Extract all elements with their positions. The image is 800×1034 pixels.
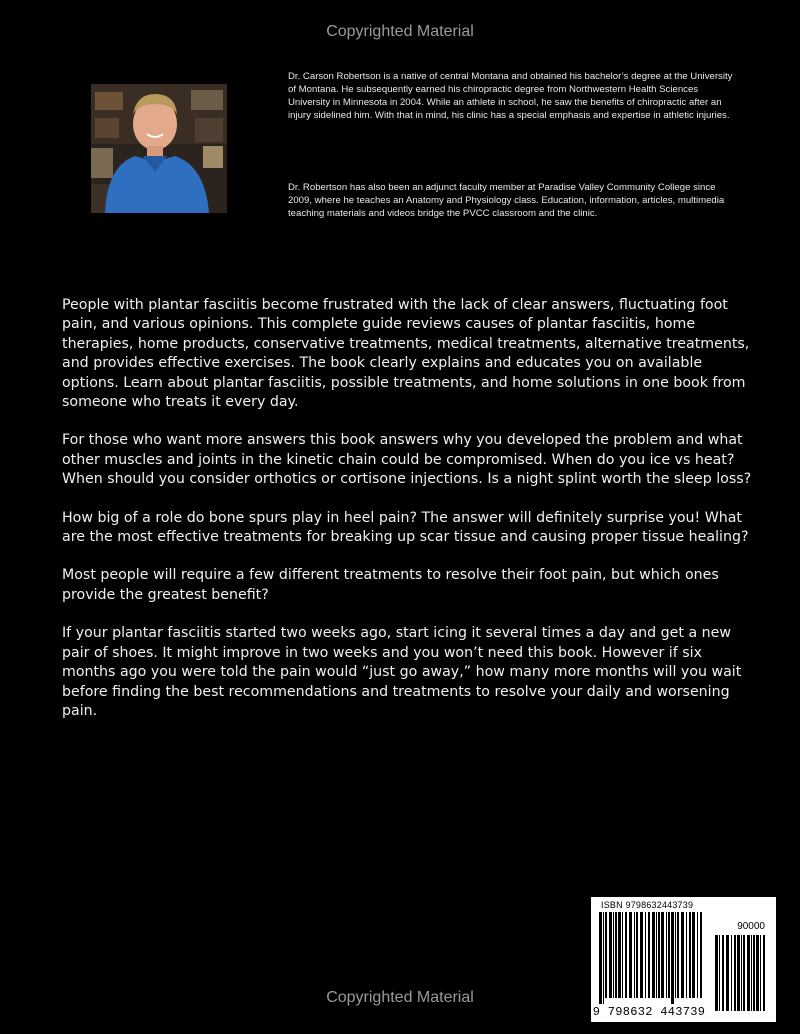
description-paragraph-1: People with plantar fasciitis become frustrated with the lack of clear answers, fluctuating foot pain, and various opinions. This complete guide reviews causes of plantar fasciitis, home therapies, home products, conservative treatments, medical treatments, alternative treatments, and provides effective exercises. The book clearly explains and educates you on available options. Learn about plantar fasciitis, possible treatments, and home solutions in one book from someone who treats it every day. (62, 297, 750, 411)
barcode-number: 9 798632 443739 (592, 1005, 706, 1019)
description-paragraph-2: For those who want more answers this book answers why you developed the problem and what other muscles and joints in the kinetic chain could be compromised. When do you ice vs heat? When should you consider orthotics or cortisone injections. Is a night splint worth the sleep loss? (62, 432, 752, 488)
author-bio-paragraph-2: Dr. Robertson has also been an adjunct faculty member at Paradise Valley Community College since 2009, where he teaches an Anatomy and Physiology class. Education, information, articles, multimedia teaching materials and videos bridge the PVCC classroom and the clinic. (288, 182, 725, 219)
description-paragraph-4: Most people will require a few different treatments to resolve their foot pain, but which ones provide the greatest benefit? (62, 567, 719, 603)
author-portrait-image (91, 84, 227, 213)
author-bio-paragraph-1: Dr. Carson Robertson is a native of central Montana and obtained his bachelor’s degree at the University of Montana. He subsequently earned his chiropractic degree from Northwestern Health Sciences University in Minnesota in 2004. While an athlete in school, he saw the benefits of chiropractic after an injury sidelined him. With that in mind, his clinic has a special emphasis and expertise in athletic injuries. (288, 71, 733, 121)
copyright-watermark-bottom: Copyrighted Material (326, 989, 474, 1006)
barcode-price-code: 90000 (737, 921, 765, 932)
author-photo (91, 84, 227, 213)
copyright-watermark-top: Copyrighted Material (326, 23, 474, 40)
description-paragraph-5: If your plantar fasciitis started two weeks ago, start icing it several times a day and get a new pair of shoes. It might improve in two weeks and you won’t need this book. However if six months ago you were told the pain would “just go away,” how many more months will you wait before finding the best recommendations and treatments to resolve your daily and worsening pain. (62, 625, 742, 719)
description-paragraph-3: How big of a role do bone spurs play in heel pain? The answer will definitely surprise you! What are the most effective treatments for breaking up scar tissue and causing proper tissue healing? (62, 509, 749, 546)
book-description (62, 296, 752, 740)
isbn-label: ISBN 9798632443739 (601, 900, 694, 910)
